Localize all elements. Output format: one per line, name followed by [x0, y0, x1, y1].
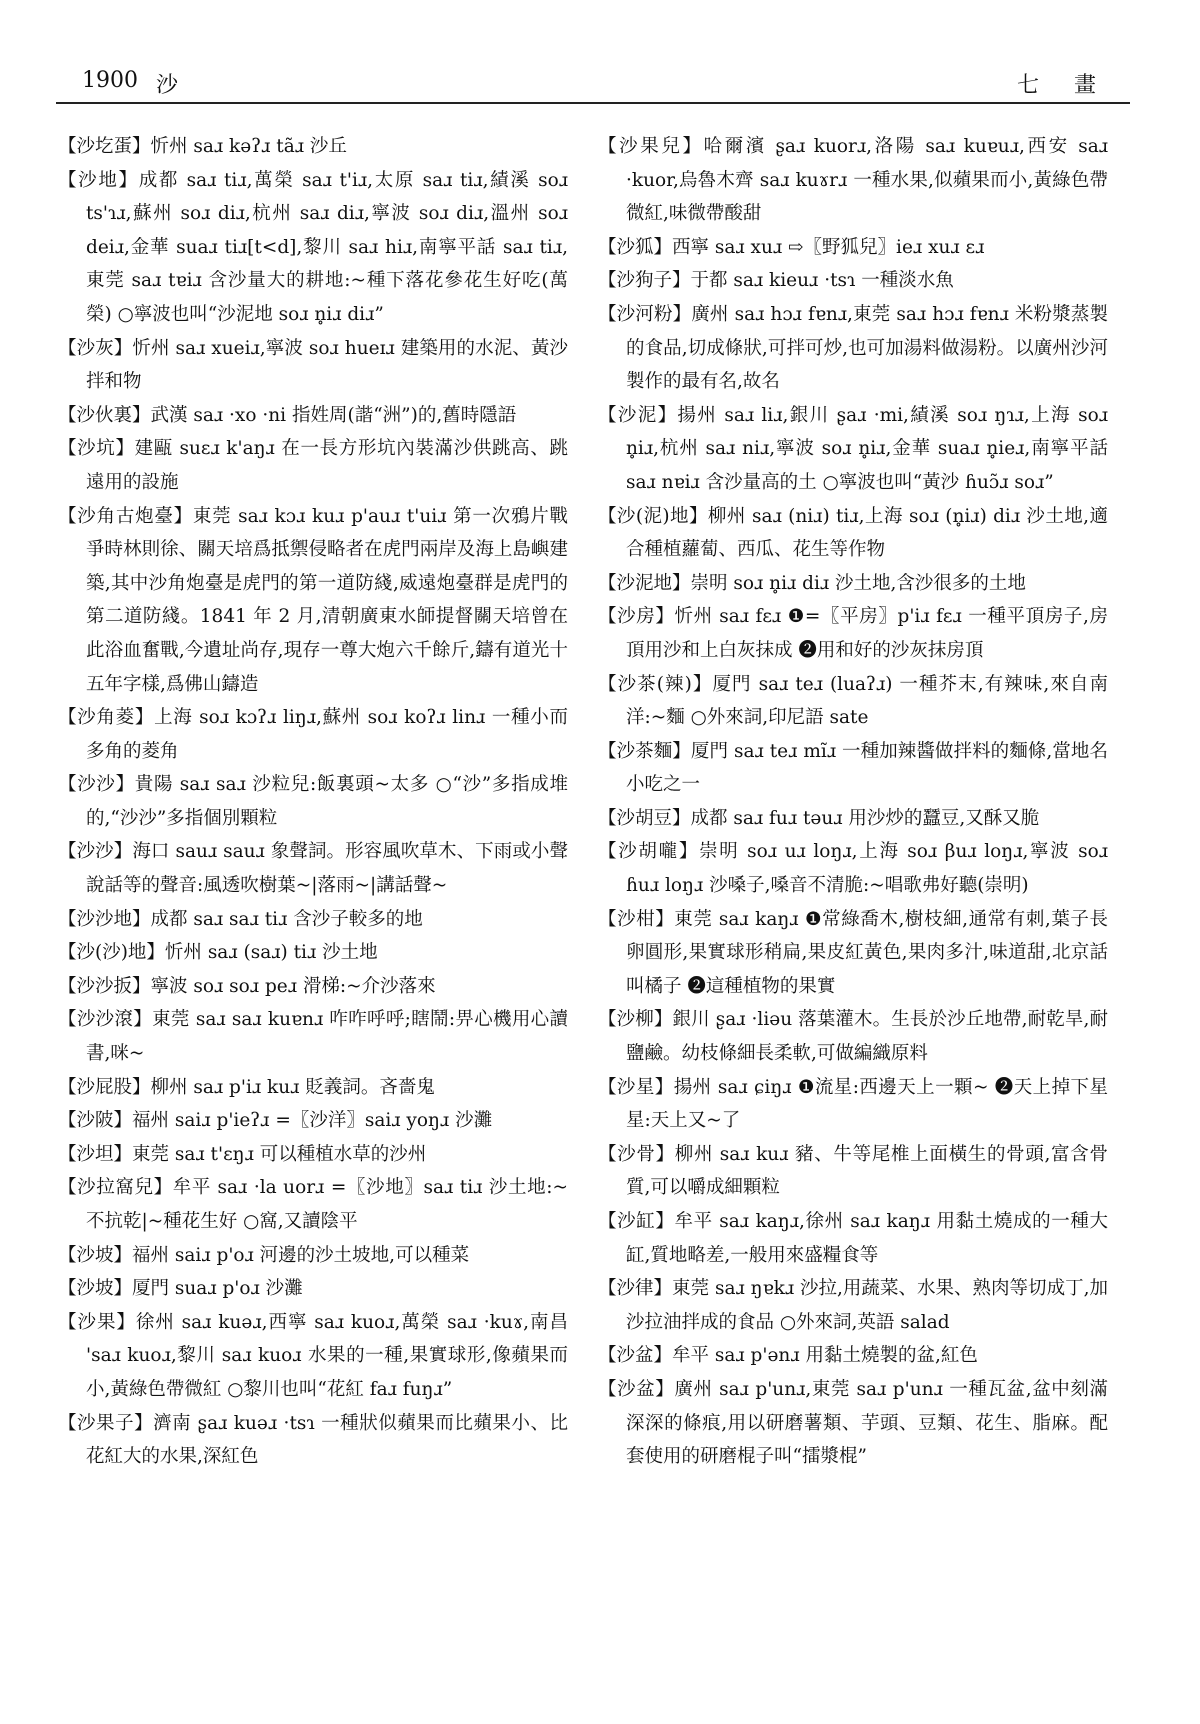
- dictionary-entry: 【沙坡】厦門 suaɹ p'oɹ 沙灘: [58, 1278, 303, 1300]
- dictionary-entry: 【沙盆】廣州 saɹ p'unɹ,東莞 saɹ p'unɹ 一種瓦盆,盆中刻滿深深的條痕,用以研磨薯類、芋頭、豆類、花生、脂麻。配套使用的研磨棍子叫“擂漿棍”: [598, 1378, 1108, 1468]
- dictionary-entry: 【沙沙扳】寧波 soɹ soɹ peɹ 滑梯:~介沙落來: [58, 975, 436, 997]
- dictionary-entry: 【沙沙】貴陽 saɹ saɹ 沙粒兒:飯裏頭~太多 ○“沙”多指成堆的,“沙沙”多指個別顆粒: [58, 774, 568, 829]
- dictionary-entry: 【沙坑】建甌 suɛɹ k'aŋɹ 在一長方形坑內裝滿沙供跳高、跳遠用的設施: [58, 438, 568, 493]
- dictionary-entry: 【沙果】徐州 saɹ kuəɹ,西寧 saɹ kuoɹ,萬榮 saɹ ·kuɤ,南昌 'saɹ kuoɹ,黎川 saɹ kuoɹ 水果的一種,果實球形,像蘋果而小,黃綠色帶微紅 ○黎川也叫“花紅 faɹ fuŋɹ”: [58, 1311, 568, 1400]
- dictionary-entry: 【沙果子】濟南 ʂaɹ kuəɹ ·tsɿ 一種狀似蘋果而比蘋果小、比花紅大的水果,深紅色: [58, 1412, 568, 1468]
- section-label: 七 畫: [1017, 73, 1110, 98]
- dictionary-entry: 【沙拉窩兒】牟平 saɹ ·la uorɹ =〖沙地〗saɹ tiɹ 沙土地:~不抗乾|~種花生好 ○窩,又讀陰平: [58, 1177, 568, 1232]
- dictionary-entry: 【沙坦】東莞 saɹ t'ɛŋɹ 可以種植水草的沙州: [58, 1143, 427, 1165]
- dictionary-entry: 【沙胡豆】成都 saɹ fuɹ təuɹ 用沙炒的蠶豆,又酥又脆: [598, 807, 1040, 829]
- dictionary-entry: 【沙骨】柳州 saɹ kuɹ 豬、牛等尾椎上面橫生的骨頭,富含骨質,可以嚼成細顆粒: [598, 1143, 1108, 1199]
- running-header: [56, 62, 1130, 104]
- dictionary-entry: 【沙灰】忻州 saɹ xueiɹ,寧波 soɹ hueɪɹ 建築用的水泥、黃沙拌和物: [58, 337, 568, 393]
- dictionary-entry: 【沙狐】西寧 saɹ xuɹ ⇨〖野狐兒〗ieɹ xuɹ ɛɹ: [598, 236, 985, 258]
- running-headword: 沙: [156, 73, 179, 98]
- dictionary-entry: 【沙伙裏】武漢 saɹ ·xo ·ni 指姓周(諧“洲”)的,舊時隱語: [58, 404, 517, 426]
- dictionary-entry: 【沙屁股】柳州 saɹ p'iɹ kuɹ 貶義詞。吝嗇鬼: [58, 1076, 435, 1098]
- dictionary-entry: 【沙泥】揚州 saɹ liɹ,銀川 ʂaɹ ·mi,績溪 soɹ ŋɿɹ,上海 soɹ n̥iɹ,杭州 saɹ niɹ,寧波 soɹ n̥iɹ,金華 suaɹ n̥ieɹ,南寧平話 saɹ nɐiɹ 含沙量高的土 ○寧波也叫“黃沙 ɦuɔ̃ɹ soɹ”: [598, 404, 1108, 493]
- dictionary-entry: 【沙狗子】于都 saɹ kieuɹ ·tsɿ 一種淡水魚: [598, 270, 954, 292]
- dictionary-entry: 【沙茶麵】厦門 saɹ teɹ mĩɹ 一種加辣醬做拌料的麵條,當地名小吃之一: [598, 740, 1108, 796]
- dictionary-entry: 【沙坡】福州 saiɹ p'oɹ 河邊的沙土坡地,可以種菜: [58, 1244, 470, 1266]
- dictionary-entry: 【沙河粉】廣州 saɹ hɔɹ fɐnɹ,東莞 saɹ hɔɹ fɐnɹ 米粉漿蒸製的食品,切成條狀,可拌可炒,也可加湯料做湯粉。以廣州沙河製作的最有名,故名: [598, 303, 1108, 393]
- dictionary-entry: 【沙柑】東莞 saɹ kaŋɹ ❶常綠喬木,樹枝細,通常有刺,葉子長卵圓形,果實球形稍扁,果皮紅黃色,果肉多汁,味道甜,北京話叫橘子 ❷這種植物的果實: [598, 908, 1108, 997]
- dictionary-entry: 【沙角菱】上海 soɹ kɔʔɹ liŋɹ,蘇州 soɹ koʔɹ linɹ 一種小而多角的菱角: [58, 707, 568, 762]
- dictionary-entry: 【沙缸】牟平 saɹ kaŋɹ,徐州 saɹ kaŋɹ 用黏土燒成的一種大缸,質地略差,一般用來盛糧食等: [598, 1211, 1108, 1266]
- dictionary-entry: 【沙星】揚州 saɹ ɕiŋɹ ❶流星:西邊天上一顆~ ❷天上掉下星星:天上又~了: [598, 1076, 1108, 1132]
- dictionary-entry: 【沙胡嚨】崇明 soɹ uɹ loŋɹ,上海 soɹ βuɹ loŋɹ,寧波 soɹ ɦuɹ loŋɹ 沙嗓子,嗓音不清脆:~唱歌弗好聽(崇明): [598, 841, 1108, 897]
- dictionary-entry: 【沙陂】福州 saiɹ p'ieʔɹ =〖沙洋〗saiɹ yoŋɹ 沙灘: [58, 1110, 493, 1132]
- left-column: [58, 130, 568, 1710]
- dictionary-entry: 【沙角古炮臺】東莞 saɹ kɔɹ kuɹ p'auɹ t'uiɹ 第一次鴉片戰爭時林則徐、關天培爲抵禦侵略者在虎門兩岸及海上島嶼建築,其中沙角炮臺是虎門的第一道防綫,威遠炮臺群是虎門的第二道防綫。1841 年 2 月,清朝廣東水師提督關天培曾在此浴血奮戰,今遺址尚存,現存一尊大炮六千餘斤,鑄有道光十五年字樣,爲佛山鑄造: [58, 505, 568, 695]
- dictionary-entry: 【沙地】成都 saɹ tiɹ,萬榮 saɹ t'iɹ,太原 saɹ tiɹ,績溪 soɹ ts'ɿɹ,蘇州 soɹ diɹ,杭州 saɹ diɹ,寧波 soɹ diɹ,溫州 soɹ deiɹ,金華 suaɹ tiɹ[t<d],黎川 saɹ hiɹ,南寧平話 saɹ tiɹ,東莞 saɹ tɐiɹ 含沙量大的耕地:~種下落花參花生好吃(萬榮) ○寧波也叫“沙泥地 soɹ n̥iɹ diɹ”: [58, 169, 568, 325]
- dictionary-entry: 【沙泥地】崇明 soɹ n̥iɹ diɹ 沙土地,含沙很多的土地: [598, 572, 1026, 594]
- right-column: [598, 130, 1108, 1710]
- page-number: 1900: [82, 68, 138, 93]
- dictionary-entry: 【沙圪蛋】忻州 saɹ kəʔɹ tãɹ 沙丘: [58, 136, 347, 157]
- dictionary-entry: 【沙沙滾】東莞 saɹ saɹ kuɐnɹ 咋咋呼呼;瞎鬧:畀心機用心讀書,咪~: [58, 1009, 568, 1065]
- dictionary-entry: 【沙律】東莞 saɹ ŋɐkɹ 沙拉,用蔬菜、水果、熟肉等切成丁,加沙拉油拌成的食品 ○外來詞,英語 salad: [598, 1278, 1108, 1333]
- dictionary-entry: 【沙沙】海口 sauɹ sauɹ 象聲詞。形容風吹草木、下雨或小聲說話等的聲音:風透吹樹葉~|落雨~|講話聲~: [58, 841, 568, 897]
- dictionary-entry: 【沙果兒】哈爾濱 ʂaɹ kuorɹ,洛陽 saɹ kuɐuɹ,西安 saɹ ·kuor,烏魯木齊 saɹ kuɤrɹ 一種水果,似蘋果而小,黃綠色帶微紅,味微帶酸甜: [598, 136, 1108, 225]
- dictionary-entry: 【沙盆】牟平 saɹ p'ənɹ 用黏土燒製的盆,紅色: [598, 1345, 978, 1367]
- dictionary-entry: 【沙茶(辣)】厦門 saɹ teɹ (luaʔɹ) 一種芥末,有辣味,來自南洋:~麵 ○外來詞,印尼語 sate: [598, 673, 1108, 729]
- dictionary-entry: 【沙(沙)地】忻州 saɹ (saɹ) tiɹ 沙土地: [58, 942, 378, 964]
- dictionary-entry: 【沙(泥)地】柳州 saɹ (niɹ) tiɹ,上海 soɹ (n̥iɹ) diɹ 沙土地,適合種植蘿蔔、西瓜、花生等作物: [598, 505, 1108, 561]
- dictionary-entry: 【沙沙地】成都 saɹ saɹ tiɹ 含沙子較多的地: [58, 908, 423, 930]
- dictionary-entry: 【沙柳】銀川 ʂaɹ ·liəu 落葉灌木。生長於沙丘地帶,耐乾旱,耐鹽鹼。幼枝條細長柔軟,可做編織原料: [598, 1009, 1108, 1065]
- dictionary-entry: 【沙房】忻州 saɹ fɛɹ ❶=〖平房〗p'iɹ fɛɹ 一種平頂房子,房頂用沙和上白灰抹成 ❷用和好的沙灰抹房頂: [598, 606, 1108, 661]
